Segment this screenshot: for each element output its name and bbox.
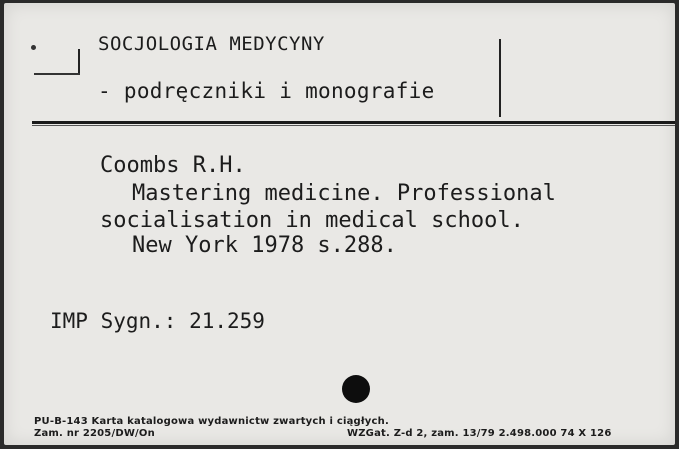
ink-dot (31, 45, 36, 50)
header-rule (32, 121, 675, 124)
footer-printer-line: WZGat. Z-d 2, zam. 13/79 2.498.000 74 X 126 (347, 428, 612, 439)
title-line-2: socialisation in medical school. (100, 208, 524, 233)
footer-order-line: Zam. nr 2205/DW/On (34, 428, 155, 439)
punch-hole (342, 375, 370, 403)
subject-subheading: - podręczniki i monografie (98, 79, 435, 103)
footer-form-line: PU-B-143 Karta katalogowa wydawnictw zwartych i ciągłych. (34, 416, 389, 427)
imprint-line: New York 1978 s.288. (132, 233, 397, 258)
left-divider (78, 49, 80, 75)
title-line-1: Mastering medicine. Professional (132, 181, 556, 206)
subject-heading: SOCJOLOGIA MEDYCYNY (98, 33, 325, 55)
header-rule-secondary (32, 125, 675, 126)
shelf-signature: IMP Sygn.: 21.259 (50, 309, 265, 333)
author-entry: Coombs R.H. (100, 153, 246, 178)
corner-rule (34, 73, 80, 75)
header-divider (499, 39, 501, 117)
catalog-card (4, 3, 675, 445)
